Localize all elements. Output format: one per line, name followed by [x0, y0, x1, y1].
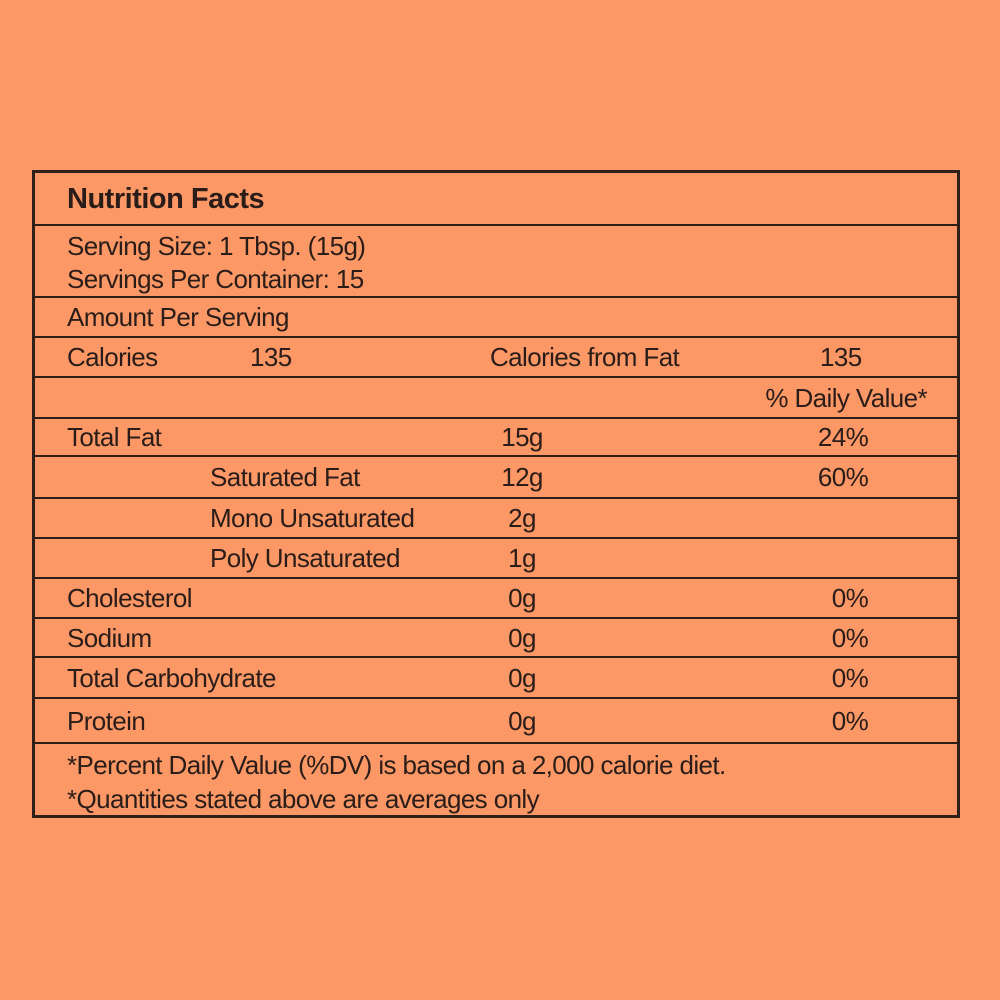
- nutrient-amount: 12g: [501, 462, 543, 492]
- daily-value-header-row: [35, 378, 957, 419]
- nutrient-name: Poly Unsaturated: [210, 543, 400, 573]
- nutrient-row: [35, 457, 957, 499]
- footnotes: [35, 744, 957, 815]
- nutrient-daily-value: 0%: [831, 705, 869, 736]
- nutrient-row: [35, 619, 957, 658]
- nutrient-daily-value: 0%: [831, 662, 869, 693]
- nutrient-amount: 1g: [508, 543, 536, 573]
- calories-label: Calories: [67, 342, 158, 372]
- nutrition-facts-title: Nutrition Facts: [67, 183, 265, 215]
- nutrient-name: Total Fat: [67, 422, 162, 452]
- nutrient-name: Saturated Fat: [210, 462, 360, 492]
- nutrient-daily-value: 0%: [831, 622, 869, 653]
- nutrient-name: Total Carbohydrate: [67, 662, 276, 693]
- nutrient-name: Protein: [67, 705, 146, 736]
- serving-size: Serving Size: 1 Tbsp. (15g): [67, 231, 366, 261]
- nutrient-row: [35, 699, 957, 744]
- nutrition-facts-label: [32, 170, 960, 818]
- nutrient-amount: 15g: [501, 422, 543, 452]
- nutrient-daily-value: 0%: [831, 583, 869, 613]
- nutrient-row: [35, 499, 957, 539]
- nutrient-row: [35, 579, 957, 619]
- nutrient-row: [35, 658, 957, 699]
- calories-from-fat-value: 135: [820, 342, 862, 372]
- nutrient-amount: 0g: [508, 622, 536, 653]
- amount-per-serving-row: [35, 298, 957, 338]
- nutrient-row: [35, 539, 957, 579]
- calories-from-fat-label: Calories from Fat: [490, 342, 680, 372]
- nutrient-daily-value: 24%: [817, 422, 869, 452]
- nutrient-name: Sodium: [67, 622, 152, 653]
- nutrient-row: [35, 419, 957, 457]
- nutrient-name: Cholesterol: [67, 583, 192, 613]
- footnote-averages: *Quantities stated above are averages only: [67, 784, 539, 814]
- footnote-daily-value: *Percent Daily Value (%DV) is based on a 2,000 calorie diet.: [67, 750, 726, 780]
- servings-per-container: Servings Per Container: 15: [67, 264, 364, 294]
- nutrient-amount: 0g: [508, 662, 536, 693]
- daily-value-header: % Daily Value*: [765, 382, 927, 413]
- nutrient-amount: 0g: [508, 583, 536, 613]
- nutrient-daily-value: 60%: [817, 462, 869, 492]
- calories-row: [35, 338, 957, 378]
- nutrient-amount: 2g: [508, 503, 536, 533]
- title-row: [35, 173, 957, 226]
- nutrient-amount: 0g: [508, 705, 536, 736]
- serving-info-row: [35, 226, 957, 298]
- amount-per-serving-label: Amount Per Serving: [67, 302, 289, 332]
- calories-value: 135: [250, 342, 292, 372]
- nutrient-name: Mono Unsaturated: [210, 503, 415, 533]
